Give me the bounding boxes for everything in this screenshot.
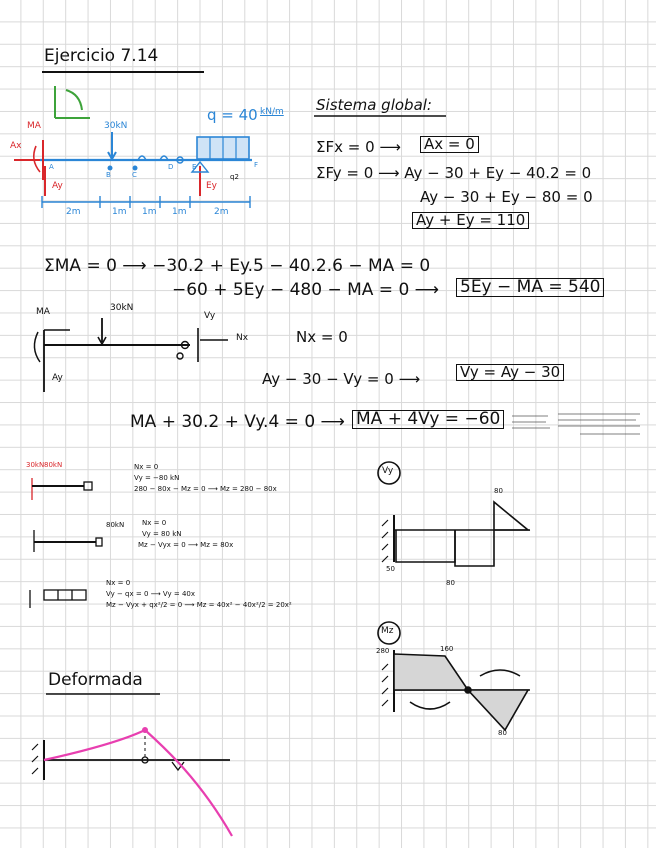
node-b-label: B (106, 171, 111, 179)
vy-value-2: 50 (386, 565, 395, 573)
section-sketches (30, 478, 102, 608)
cut-vy-label: Vy (204, 311, 216, 321)
s3-line-1: Nx = 0 (106, 579, 131, 587)
ay-label: Ay (52, 181, 63, 191)
s2-line-3: Mz − Vyx = 0 ⟶ Mz = 80x (138, 541, 234, 549)
distributed-load-label: q = 40 (207, 106, 258, 124)
mz-value-2: 160 (440, 645, 454, 653)
moment-eq2-result: 5Ey − MA = 540 (456, 278, 604, 297)
cut-diagram (34, 318, 228, 392)
s1-line-2: Vy = −80 kN (134, 474, 180, 482)
cut-load-label: 30kN (110, 303, 134, 313)
span-5: 2m (214, 207, 229, 217)
s1-label-2: 80kN (44, 461, 63, 469)
moment-eq2: −60 + 5Ey − 480 − MA = 0 ⟶ (172, 280, 440, 300)
s1-line-1: Nx = 0 (134, 463, 159, 471)
cut-vy-result: Vy = Ay − 30 (456, 364, 564, 381)
cut-nx-eq: Nx = 0 (296, 328, 348, 346)
deformada-diagram (32, 694, 232, 836)
deformada-title: Deformada (48, 670, 143, 690)
s3-line-3: Mz − Vyx + qx²/2 = 0 ⟶ Mz = 40x² − 40x²/2 = 20x² (106, 601, 292, 609)
s2-line-2: Vy = 80 kN (142, 530, 182, 538)
point-load-label: 30kN (104, 121, 128, 131)
ax-label: Ax (10, 141, 22, 151)
cut-ma-label: MA (36, 307, 50, 317)
ma-label: MA (27, 121, 41, 131)
global-eq3-result: Ay + Ey = 110 (412, 212, 529, 229)
s2-line-1: Nx = 0 (142, 519, 167, 527)
global-heading: Sistema global: (316, 96, 432, 114)
node-d-label: D (168, 163, 174, 171)
ey-label: Ey (206, 181, 218, 191)
span-3: 1m (142, 207, 157, 217)
global-eq1: ΣFx = 0 ⟶ (316, 138, 401, 156)
global-eq2: ΣFy = 0 ⟶ Ay − 30 + Ey − 40.2 = 0 (316, 164, 592, 182)
s3-line-2: Vy − qx = 0 ⟶ Vy = 40x (106, 590, 196, 598)
span-4: 1m (172, 207, 187, 217)
s2-label-1: 80kN (106, 521, 125, 529)
axes-icon (55, 86, 90, 118)
mz-value-1: 280 (376, 647, 390, 655)
cut-m-result: MA + 4Vy = −60 (352, 410, 504, 429)
global-eq1-result: Ax = 0 (420, 136, 479, 153)
vy-diagram (378, 462, 530, 566)
scribble-notes (512, 414, 640, 434)
global-eq3: Ay − 30 + Ey − 80 = 0 (420, 188, 593, 206)
mz-diagram (378, 622, 530, 730)
moment-eq1: ΣMA = 0 ⟶ −30.2 + Ey.5 − 40.2.6 − MA = 0 (44, 256, 431, 276)
vy-diagram-title: Vy (382, 466, 394, 476)
vy-value-3: 80 (446, 579, 455, 587)
page-title: Ejercicio 7.14 (44, 46, 159, 66)
cut-nx-label: Nx (236, 333, 249, 343)
node-a-label: A (49, 163, 54, 171)
cut-vy-eq: Ay − 30 − Vy = 0 ⟶ (262, 370, 421, 388)
vy-value-1: 80 (494, 487, 503, 495)
node-f-label: F (254, 161, 259, 169)
q2-label: q2 (230, 173, 239, 181)
mz-diagram-title: Mz (381, 626, 394, 636)
distributed-load-units: kN/m (260, 107, 284, 117)
span-1: 2m (66, 207, 81, 217)
span-2: 1m (112, 207, 127, 217)
cut-ay-label: Ay (52, 373, 63, 383)
node-c-label: C (132, 171, 137, 179)
mz-value-3: 80 (498, 729, 507, 737)
node-e-label: E (192, 163, 197, 171)
s1-label-1: 30kN (26, 461, 45, 469)
cut-m-eq: MA + 30.2 + Vy.4 = 0 ⟶ (130, 412, 345, 432)
s1-line-3: 280 − 80x − Mz = 0 ⟶ Mz = 280 − 80x (134, 485, 277, 493)
